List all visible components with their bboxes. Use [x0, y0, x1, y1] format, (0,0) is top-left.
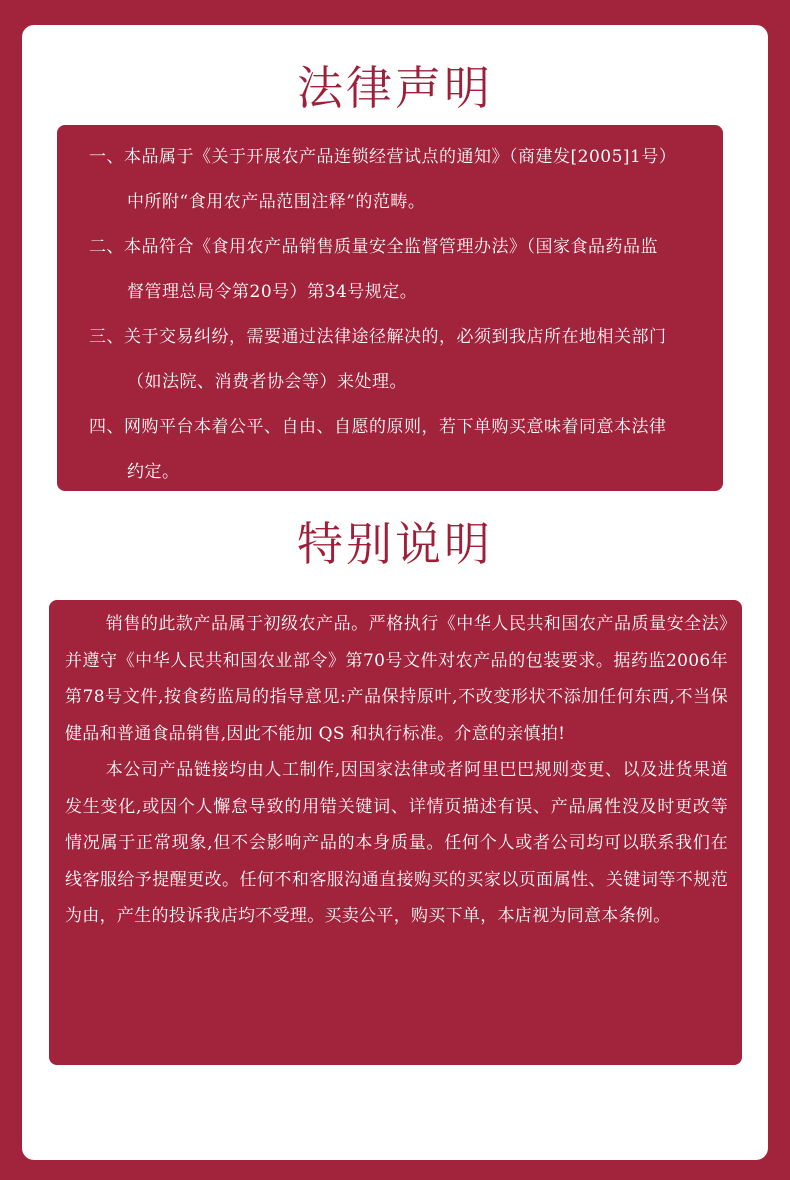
legal-item-text: 二、本品符合《食用农产品销售质量安全监督管理办法》（国家食品药品监	[89, 237, 658, 257]
special-notice-body	[49, 600, 742, 935]
legal-item-text: 四、网购平台本着公平、自由、自愿的原则，若下单购买意味着同意本法律	[89, 417, 667, 437]
legal-item	[89, 315, 705, 405]
legal-item-continuation: 中所附“食用农产品范围注释”的范畴。	[127, 192, 426, 212]
legal-statement-title: 法律声明	[297, 61, 493, 115]
legal-item	[89, 405, 705, 495]
legal-statement-box	[57, 125, 723, 491]
special-notice-box	[49, 600, 742, 1065]
legal-item-continuation: 督管理总局令第20号）第34号规定。	[127, 282, 418, 302]
special-notice-paragraph: 本公司产品链接均由人工制作,因国家法律或者阿里巴巴规则变更、以及进货果道发生变化,或因个人懈怠导致的用错关键词、详情页描述有误、产品属性没及时更改等情况属于正常现象,但不会影响产品的本身质量。任何个人或者公司均可以联系我们在线客服给予提醒更改。任何不和客服沟通直接购买的买家以页面属性、关键词等不规范为由，产生的投诉我店均不受理。买卖公平，购买下单，本店视为同意本条例。	[65, 760, 728, 926]
legal-item-continuation: 约定。	[127, 462, 180, 482]
legal-item-text: 一、本品属于《关于开展农产品连锁经营试点的通知》（商建发[2005]1号）	[89, 147, 677, 167]
special-notice-title: 特别说明	[297, 517, 493, 571]
legal-statement-list	[57, 125, 723, 495]
legal-item-text: 三、关于交易纠纷，需要通过法律途径解决的，必须到我店所在地相关部门	[89, 327, 667, 347]
legal-item	[89, 135, 705, 225]
special-notice-paragraph: 销售的此款产品属于初级农产品。严格执行《中华人民共和国农产品质量安全法》并遵守《中华人民共和国农业部令》第70号文件对农产品的包装要求。据药监2006年第78号文件,按食药监局的指导意见:产品保持原叶,不改变形状不添加任何东西,不当保健品和普通食品销售,因此不能加 QS 和执行标准。介意的亲慎拍!	[65, 614, 728, 744]
legal-item	[89, 225, 705, 315]
legal-item-continuation: （如法院、消费者协会等）来处理。	[127, 372, 407, 392]
